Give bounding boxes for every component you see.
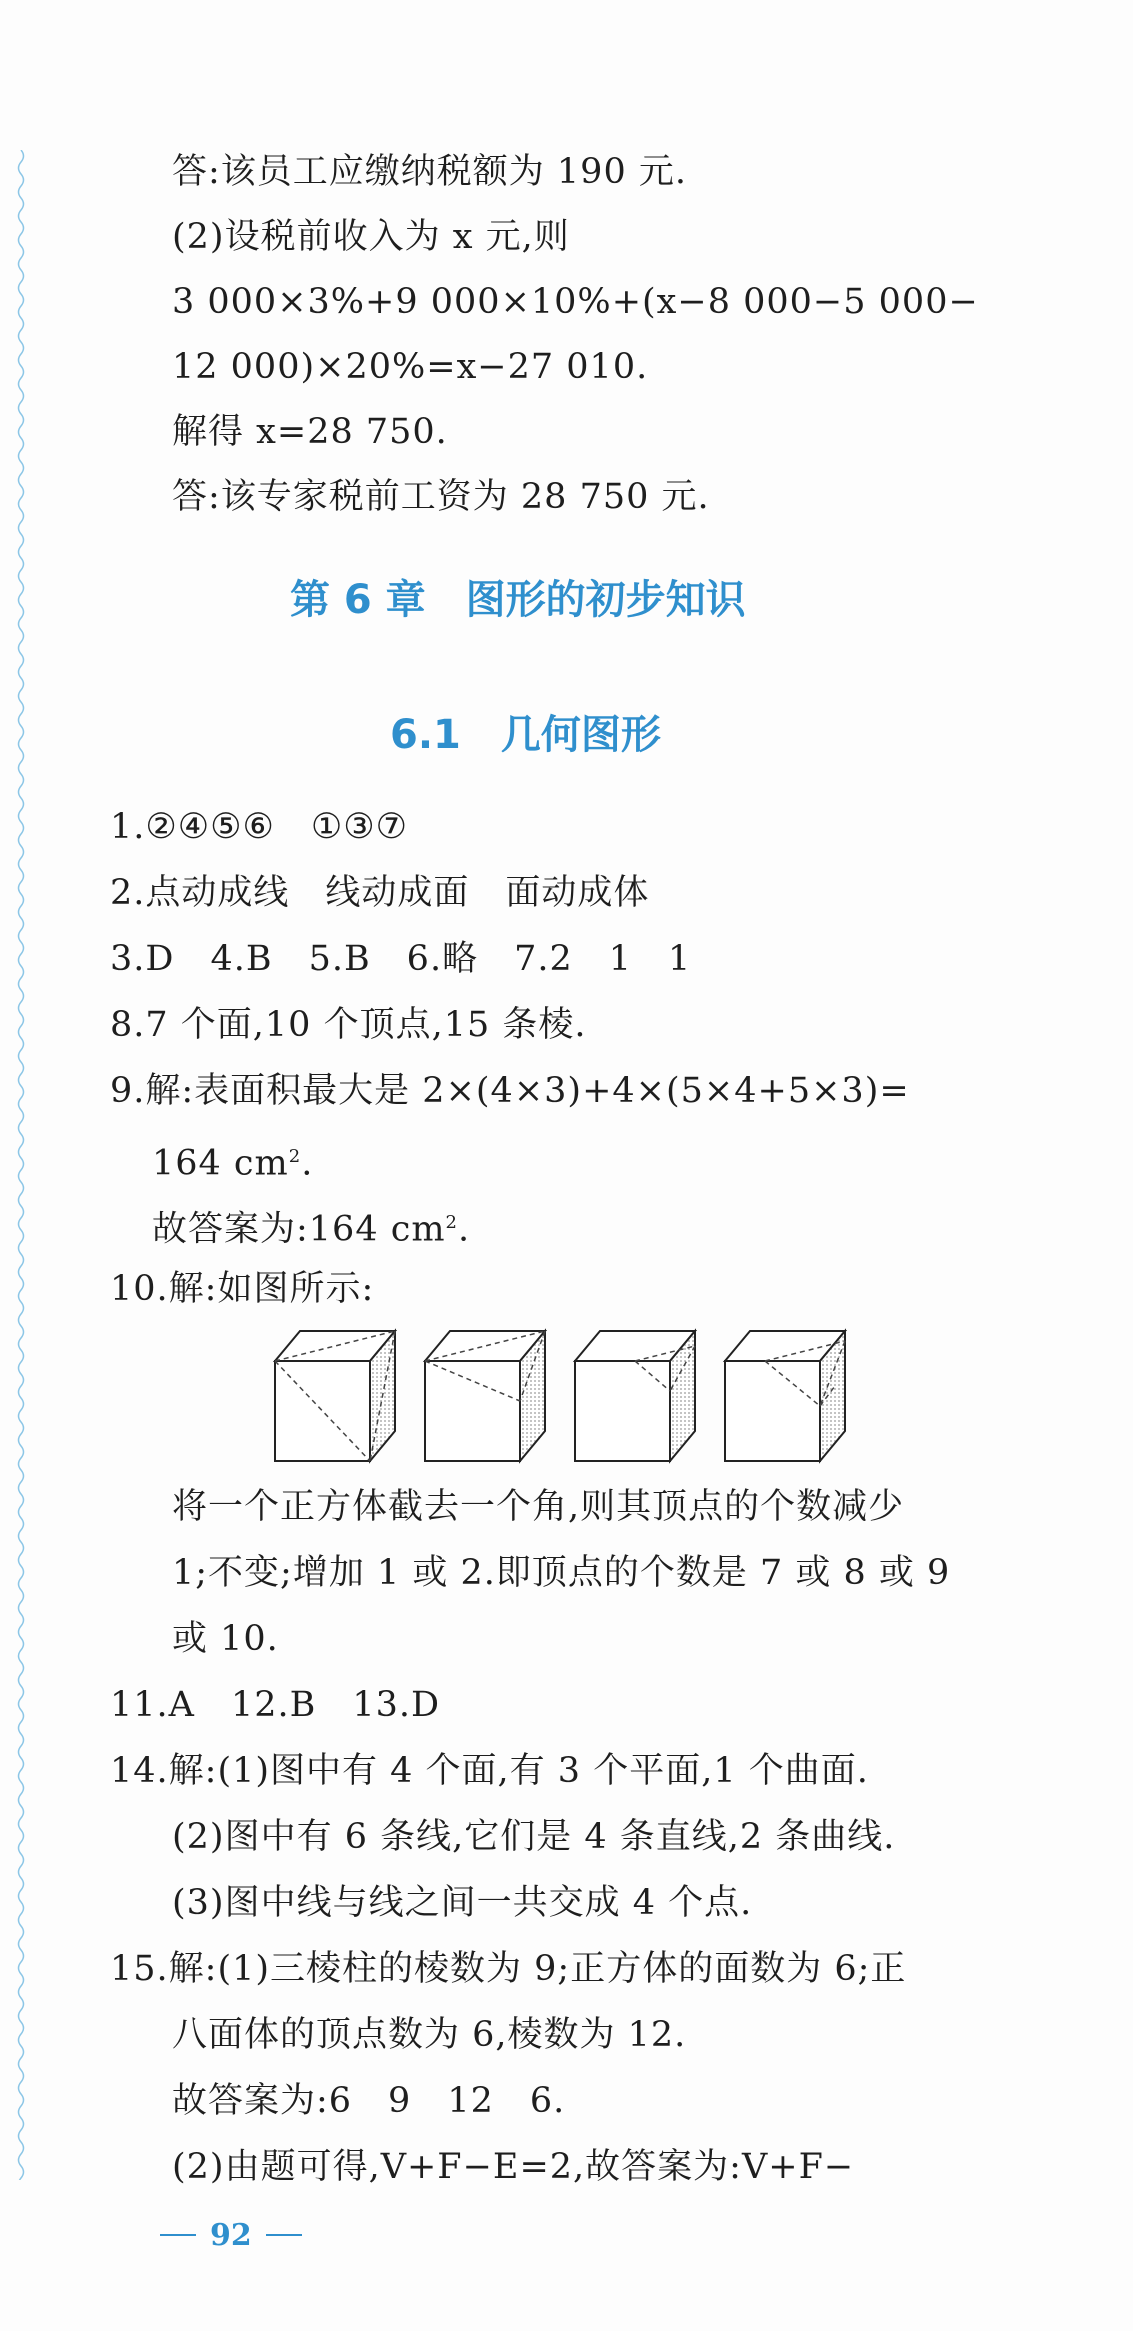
answer-line: (2)由题可得,V+F−E=2,故答案为:V+F− [172,2147,855,2187]
footer-dash [266,2234,302,2236]
cube-2 [425,1331,545,1461]
cube-1 [275,1331,395,1461]
answer-line: 或 10. [172,1619,279,1659]
superscript: 2 [288,1146,302,1167]
footer-dash [160,2234,196,2236]
answer-line: 15.解:(1)三棱柱的棱数为 9;正方体的面数为 6;正 [110,1949,907,1989]
text-line: 12 000)×20%=x−27 010. [172,347,649,387]
answer-text: . [301,1143,314,1184]
answer-line [152,1135,313,1186]
answer-line: 3.D 4.B 5.B 6.略 7.2 1 1 [110,939,692,979]
answer-line: 八面体的顶点数为 6,棱数为 12. [172,2015,687,2055]
answer-line: 将一个正方体截去一个角,则其顶点的个数减少 [172,1487,905,1527]
page-footer [160,2215,302,2255]
answer-line: 14.解:(1)图中有 4 个面,有 3 个平面,1 个曲面. [110,1751,869,1791]
text-line: 解得 x=28 750. [172,412,448,452]
answer-line: (2)图中有 6 条线,它们是 4 条直线,2 条曲线. [172,1817,896,1857]
cube-4 [725,1331,845,1461]
text-line: 3 000×3%+9 000×10%+(x−8 000−5 000− [172,282,979,322]
text-line: (2)设税前收入为 x 元,则 [172,217,570,257]
answer-line: 2.点动成线 线动成面 面动成体 [110,873,650,913]
text-line: 答:该员工应缴纳税额为 190 元. [172,152,687,192]
page-number: 92 [210,2217,252,2253]
answer-line: 10.解:如图所示: [110,1269,375,1309]
superscript: 2 [445,1212,458,1233]
answer-line [152,1201,470,1252]
answer-text: 164 cm [152,1143,289,1184]
chapter-title: 第 6 章 图形的初步知识 [290,577,746,623]
answer-line: 1;不变;增加 1 或 2.即顶点的个数是 7 或 8 或 9 [172,1553,951,1593]
cube-cutting-figure [270,1325,870,1465]
section-title: 6.1 几何图形 [390,712,661,758]
cube-3 [575,1331,695,1461]
answer-text: . [457,1209,471,1250]
margin-wavy-line [14,150,28,2180]
answer-line: (3)图中线与线之间一共交成 4 个点. [172,1883,753,1923]
answer-line: 故答案为:6 9 12 6. [172,2081,566,2121]
answer-line: 8.7 个面,10 个顶点,15 条棱. [110,1005,587,1045]
answer-line: 9.解:表面积最大是 2×(4×3)+4×(5×4+5×3)= [110,1071,910,1111]
answer-line: 11.A 12.B 13.D [110,1685,441,1725]
answer-text: 故答案为:164 cm [152,1209,446,1250]
answer-line: 1.②④⑤⑥ ①③⑦ [110,807,409,847]
text-line: 答:该专家税前工资为 28 750 元. [172,477,710,517]
